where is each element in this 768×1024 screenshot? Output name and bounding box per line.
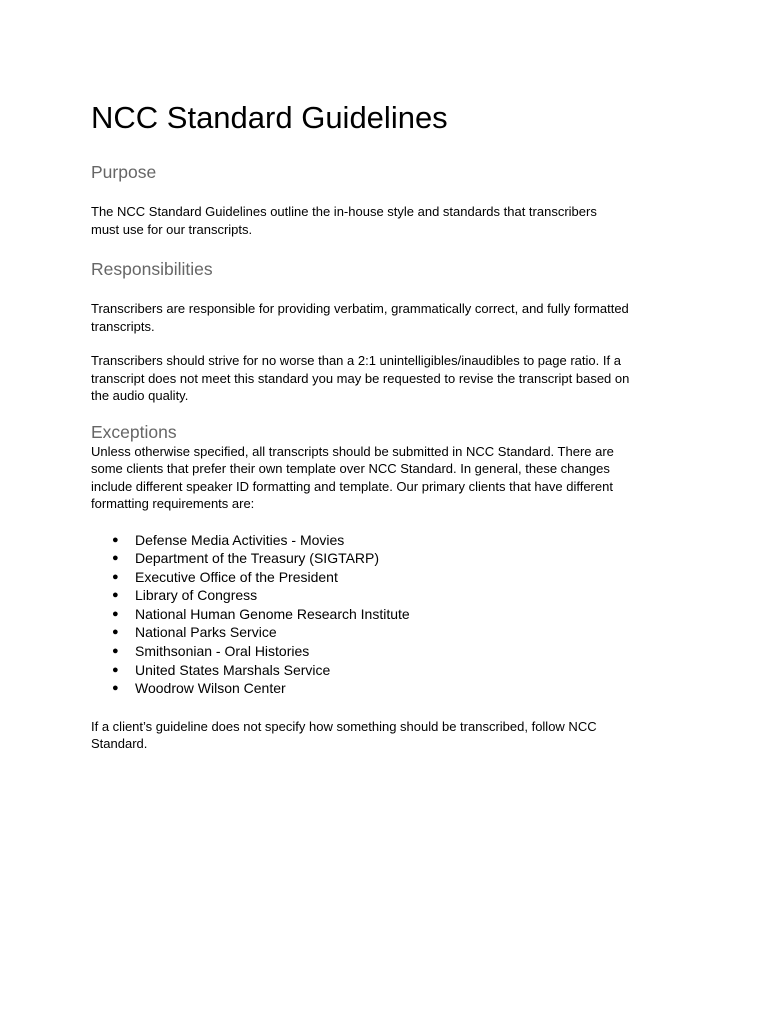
section-heading-responsibilities: Responsibilities [91,259,213,279]
list-item [91,568,691,587]
purpose-paragraph: The NCC Standard Guidelines outline the in-house style and standards that transcribers must use for our transcripts. [91,204,597,237]
client-name: National Human Genome Research Institute [135,605,410,622]
bullet-icon: ● [112,626,119,639]
client-name: Smithsonian - Oral Histories [135,643,310,660]
list-item [91,605,691,624]
closing-paragraph: If a client’s guideline does not specify how something should be transcribed, follow NCC Standard. [91,718,597,752]
client-name: Defense Media Activities - Movies [135,531,345,548]
list-item [91,661,691,680]
bullet-icon: ● [112,589,119,602]
document-body [91,96,691,753]
section-heading-exceptions: Exceptions [91,421,177,442]
bullet-icon: ● [112,552,119,565]
client-name: National Parks Service [135,624,277,641]
exceptions-paragraph: Unless otherwise specified, all transcripts should be submitted in NCC Standard. There are some clients that prefer their own template over NCC Standard. In general, these changes include different speaker ID formatting and template. Our primary clients that have different formatting requirements are: [91,443,614,511]
client-name: Library of Congress [135,587,258,604]
bullet-icon: ● [112,645,119,658]
responsibilities-paragraph-1: Transcribers are responsible for providing verbatim, grammatically correct, and fully formatted transcripts. [91,301,629,334]
bullet-icon: ● [112,682,119,695]
client-name: Department of the Treasury (SIGTARP) [135,550,380,567]
list-item [91,679,691,698]
list-item [91,586,691,605]
page-title: NCC Standard Guidelines [91,100,448,135]
bullet-icon: ● [112,570,119,583]
bullet-icon: ● [112,663,119,676]
list-item [91,531,691,550]
responsibilities-paragraph-2: Transcribers should strive for no worse than a 2:1 unintelligibles/inaudibles to page ratio. If a transcript does not meet this standard you may be requested to revise the transcript based on the audio quality. [91,353,630,403]
section-heading-purpose: Purpose [91,162,157,182]
list-item [91,623,691,642]
bullet-icon: ● [112,607,119,620]
client-name: Executive Office of the President [135,568,338,585]
list-item [91,549,691,568]
client-list [91,531,691,698]
bullet-icon: ● [112,533,119,546]
client-name: United States Marshals Service [135,661,331,678]
client-name: Woodrow Wilson Center [135,680,286,697]
list-item [91,642,691,661]
